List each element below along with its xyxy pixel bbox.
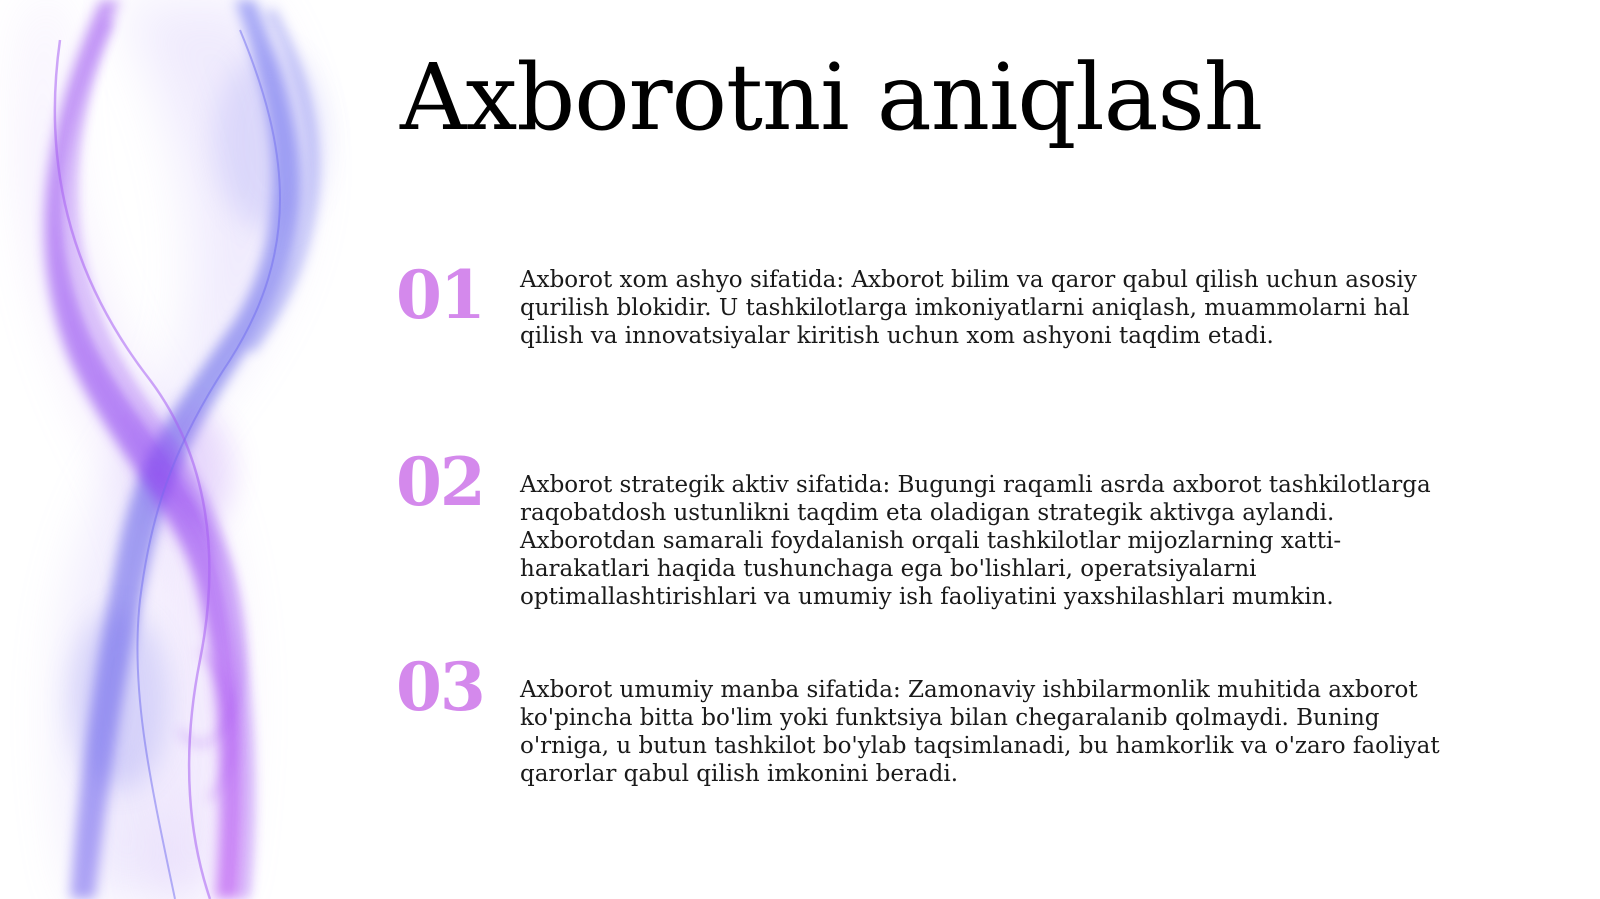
purple-smoke-decoration [0, 0, 400, 899]
slide-title: Axborotni aniqlash [400, 44, 1263, 151]
item-text: Axborot xom ashyo sifatida: Axborot bilim va qaror qabul qilish uchun asosiy qurilish blokidir. U tashkilotlarga imkoniyatlarni aniqlash, muammolarni hal qilish va innovatsiyalar kiritish uchun xom ashyoni taqdim etadi. [520, 267, 1417, 349]
item-text: Axborot umumiy manba sifatida: Zamonaviy ishbilarmonlik muhitida axborot ko'pincha bitta bo'lim yoki funktsiya bilan chegaralanib qolmaydi. Buning o'rniga, u butun tashkilot bo'ylab taqsimlanadi, bu hamkorlik va o'zaro faoliyat qarorlar qabul qilish imkonini beradi. [520, 677, 1440, 787]
item-number: 02 [396, 443, 484, 521]
item-number: 01 [396, 256, 484, 334]
item-text: Axborot strategik aktiv sifatida: Bugungi raqamli asrda axborot tashkilotlarga raqobatdosh ustunlikni taqdim eta oladigan strategik aktivga aylandi. Axborotdan samarali foydalanish orqali tashkilotlar mijozlarning xatti-harakatlari haqida tushunchaga ega bo'lishlari, operatsiyalarni optimallashtirishlari va umumiy ish faoliyatini yaxshilashlari mumkin. [520, 472, 1431, 610]
item-number: 03 [396, 648, 484, 726]
